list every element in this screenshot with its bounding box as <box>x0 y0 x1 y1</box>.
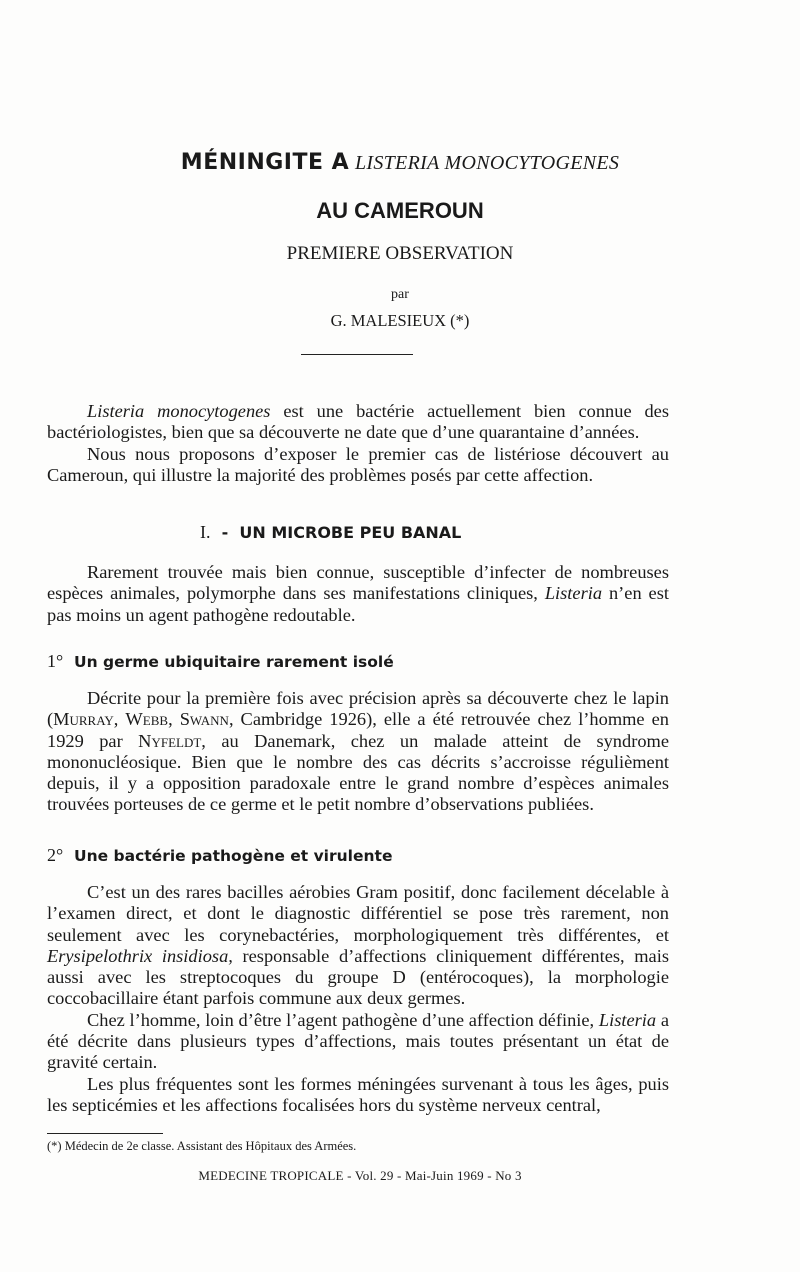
article-subtitle: PREMIERE OBSERVATION <box>286 243 514 264</box>
section-separator: - <box>221 523 229 542</box>
sub2-italic-2: Listeria <box>598 1009 657 1030</box>
section-title: UN MICROBE PEU BANAL <box>239 523 462 542</box>
subsection1-block <box>47 688 669 816</box>
subsection-title: Un germe ubiquitaire rarement isolé <box>74 653 394 671</box>
subsection2-paragraph-2 <box>47 1010 669 1074</box>
title-italic: LISTERIA MONOCYTOGENES <box>354 152 620 174</box>
section1-italic: Listeria <box>544 583 603 604</box>
author-name: G. MALESIEUX (*) <box>330 311 470 330</box>
subsection-title: Une bactérie pathogène et virulente <box>74 847 393 865</box>
sub2-italic: Erysipelothrix insidiosa, <box>47 945 233 966</box>
subsection-number: 1° <box>47 651 64 671</box>
author-murray: Murray <box>53 709 114 730</box>
author-webb: Webb <box>125 709 169 730</box>
subsection2-paragraph-1 <box>47 882 669 1010</box>
author-nyfeldt: Nyfeldt <box>138 730 202 751</box>
section-number: I. <box>200 522 211 542</box>
footnote: (*) Médecin de 2e classe. Assistant des Hôpitaux des Armées. <box>47 1139 357 1153</box>
section-heading-1 <box>200 522 461 543</box>
sub2-text-b: responsable d’affections cliniquement différentes, mais aussi avec les streptocoques du groupe D (entérocoques), la morphologie coccobacillaire étant parfois commune aux deux germes. <box>47 945 669 1009</box>
title-divider <box>301 354 413 355</box>
intro-paragraph-1 <box>47 401 669 444</box>
subsection1-paragraph: Décrite pour la première fois avec précision après sa découverte chez le lapin (Murray, Webb, Swann, Cambridge 1926), elle a été retrouvée chez l’homme en 1929 par Nyfeldt, au Danemark, chez un malade atteint de syndrome mononucléosique. Bien que le nombre des cas décrits s’accroisse régulièment depuis, il y a opposition paradoxale entre le grand nombre d’espèces animales trouvées porteuses de ce germe et le petit nombre d’observations publiées. <box>47 688 669 815</box>
subsection-heading-2 <box>47 845 392 866</box>
footnote-divider <box>47 1133 163 1134</box>
intro-text-1: est une bactérie actuellement bien connue des bactériologistes, bien que sa découverte ne date que d’une quarantaine d’années. <box>47 401 669 443</box>
sub2-text-c: Chez l’homme, loin d’être l’agent pathogène d’une affection définie, <box>87 1009 595 1030</box>
intro-paragraph-2: Nous nous proposons d’exposer le premier cas de listériose découvert au Cameroun, qui illustre la majorité des problèmes posés par cette affection. <box>47 443 669 485</box>
section1-paragraph <box>47 562 669 626</box>
section1-text-a: Rarement trouvée mais bien connue, susceptible d’infecter de nombreuses espèces animales, polymorphe dans ses manifestations cliniques, <box>47 562 669 604</box>
author-swann: Swann <box>179 709 229 730</box>
byline-par: par <box>391 287 409 302</box>
subsection-number: 2° <box>47 845 64 865</box>
subsection-heading-1 <box>47 651 394 672</box>
intro-block <box>47 401 669 486</box>
journal-footer: MEDECINE TROPICALE - Vol. 29 - Mai-Juin 1969 - No 3 <box>198 1168 522 1183</box>
title-prefix: MÉNINGITE A <box>180 150 350 175</box>
article-title-line2: AU CAMEROUN <box>316 198 484 223</box>
section1-block <box>47 562 669 626</box>
subsection2-block <box>47 882 669 1116</box>
article-title-line1 <box>0 147 800 178</box>
section1-text-b: n’en est pas moins un agent pathogène redoutable. <box>47 583 669 625</box>
sub1-text-c: , au Danemark, chez un malade atteint de syndrome mononucléosique. Bien que le nombre des cas décrits s’accroisse régulièment depuis, il y a opposition paradoxale entre le grand nombre d’espèces animales trouvées porteuses de ce germe et le petit nombre d’observations publiées. <box>47 730 669 815</box>
sub1-text-a: Décrite pour la première fois avec précision après sa découverte chez le lapin ( <box>47 688 669 730</box>
sub2-text-d: a été décrite dans plusieurs types d’affections, mais toutes présentant un état de gravité certain. <box>47 1009 669 1073</box>
subsection2-paragraph-3: Les plus fréquentes sont les formes méningées survenant à tous les âges, puis les septicémies et les affections focalisées hors du système nerveux central, <box>47 1073 669 1115</box>
intro-italic-term: Listeria monocytogenes <box>87 401 271 421</box>
sub2-text-a: C’est un des rares bacilles aérobies Gram positif, donc facilement décelable à l’examen direct, et dont le diagnostic différentiel se pose très rarement, non seulement avec les corynebactéries, morphologiquement très différentes, et <box>47 882 669 945</box>
sub1-text-b: , Cambridge 1926), elle a été retrouvée chez l’homme en 1929 par <box>47 709 669 751</box>
